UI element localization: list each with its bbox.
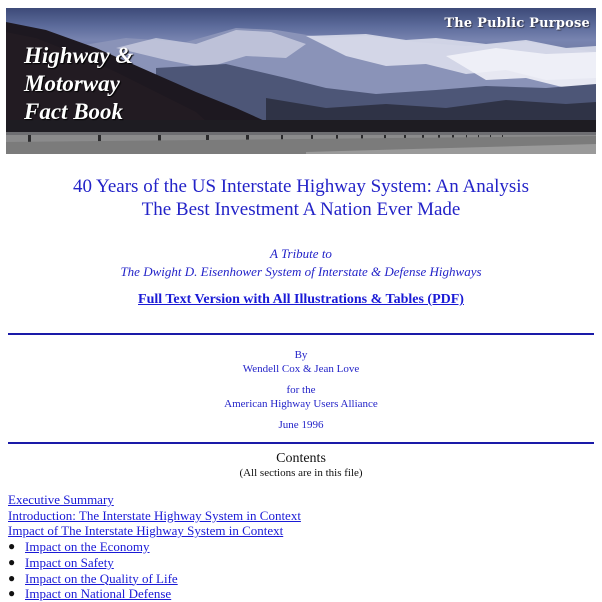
toc-link-executive-summary[interactable]: Executive Summary <box>8 492 114 507</box>
byline-authors <box>0 348 602 376</box>
publication-date: June 1996 <box>278 419 324 431</box>
contents-heading: Contents <box>276 451 326 466</box>
bullet-icon: ● <box>8 586 16 601</box>
for-label: for the <box>286 384 316 396</box>
tribute-line-1: A Tribute to <box>270 246 332 261</box>
tribute-line-2: The Dwight D. Eisenhower System of Interstate & Defense Highways <box>120 264 482 279</box>
banner-title-line: Fact Book <box>24 99 124 124</box>
brand-logo-text: The Public Purpose <box>444 16 590 31</box>
bullet-icon: ● <box>8 570 16 585</box>
byline-organization <box>0 383 602 411</box>
authors: Wendell Cox & Jean Love <box>242 363 360 375</box>
toc-sublist <box>8 539 301 602</box>
banner-title-line: Highway & <box>24 43 134 68</box>
tribute-subtitle <box>0 245 602 281</box>
organization: American Highway Users Alliance <box>224 398 378 410</box>
page-title <box>0 175 602 221</box>
toc-link-national-defense[interactable]: Impact on National Defense <box>25 586 172 602</box>
list-item <box>8 539 301 555</box>
banner-title-line: Motorway <box>24 71 120 96</box>
header-banner <box>6 8 596 154</box>
bullet-icon: ● <box>8 539 16 554</box>
by-label: By <box>294 349 308 361</box>
banner-title <box>24 42 133 126</box>
divider <box>8 333 594 335</box>
bullet-icon: ● <box>8 554 16 569</box>
list-item <box>8 571 301 587</box>
full-text-pdf-link[interactable]: Full Text Version with All Illustrations & Tables (PDF) <box>138 292 464 307</box>
title-line-1: 40 Years of the US Interstate Highway System: An Analysis <box>73 176 529 197</box>
toc-link-impact-overview[interactable]: Impact of The Interstate Highway System in Context <box>8 523 284 539</box>
toc-link-economy[interactable]: Impact on the Economy <box>25 539 150 555</box>
list-item <box>8 555 301 571</box>
divider <box>8 442 594 444</box>
pdf-link-container <box>0 291 602 309</box>
toc-link-safety[interactable]: Impact on Safety <box>25 554 114 570</box>
table-of-contents <box>8 492 301 602</box>
contents-note: (All sections are in this file) <box>239 467 363 479</box>
title-line-2: The Best Investment A Nation Ever Made <box>141 199 461 220</box>
toc-link-introduction[interactable]: Introduction: The Interstate Highway System in Context <box>8 507 301 523</box>
toc-link-quality-of-life[interactable]: Impact on the Quality of Life <box>25 570 178 586</box>
